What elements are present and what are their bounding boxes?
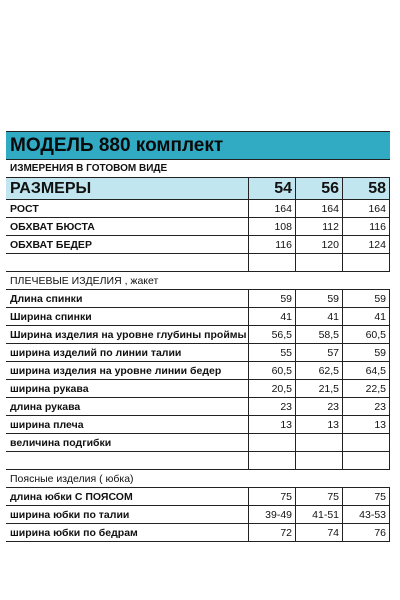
- table-row: [6, 488, 390, 506]
- table-row: [6, 380, 390, 398]
- sizes-header-row: [6, 178, 390, 200]
- empty-cell: [296, 254, 343, 271]
- table-row: [6, 434, 390, 452]
- table-row: [6, 344, 390, 362]
- size-value-1: 39-49: [249, 506, 296, 523]
- size-value-3: 13: [343, 416, 390, 433]
- size-value-3: 59: [343, 290, 390, 307]
- row-label: ширина юбки по талии: [6, 506, 249, 523]
- size-value-2: 58,5: [296, 326, 343, 343]
- size-value-1: 54: [249, 178, 296, 199]
- size-value-3: 59: [343, 344, 390, 361]
- size-value-3: 124: [343, 236, 390, 253]
- table-row: [6, 290, 390, 308]
- size-value-1: 55: [249, 344, 296, 361]
- size-value-3: 64,5: [343, 362, 390, 379]
- size-value-3: 164: [343, 200, 390, 217]
- size-value-3: 75: [343, 488, 390, 505]
- size-value-1: 75: [249, 488, 296, 505]
- size-value-1: 20,5: [249, 380, 296, 397]
- size-value-1: 13: [249, 416, 296, 433]
- spacer-row: [6, 254, 390, 272]
- section-waist-title: Поясные изделия ( юбка): [10, 472, 134, 485]
- empty-cell: [296, 452, 343, 469]
- row-label: ширина рукава: [6, 380, 249, 397]
- empty-cell: [6, 452, 249, 469]
- section-shoulder-title: ПЛЕЧЕВЫЕ ИЗДЕЛИЯ , жакет: [10, 274, 159, 287]
- row-label: ОБХВАТ БЮСТА: [6, 218, 249, 235]
- row-label: ширина юбки по бедрам: [6, 524, 249, 541]
- measurement-table: [6, 131, 390, 542]
- row-label: ширина изделий по линии талии: [6, 344, 249, 361]
- size-value-2: [296, 434, 343, 451]
- size-value-2: 23: [296, 398, 343, 415]
- size-value-2: 59: [296, 290, 343, 307]
- section-waist-title-row: [6, 470, 390, 488]
- size-value-1: 164: [249, 200, 296, 217]
- empty-cell: [6, 254, 249, 271]
- size-value-2: 41-51: [296, 506, 343, 523]
- table-row: [6, 200, 390, 218]
- measurements-subtitle: ИЗМЕРЕНИЯ В ГОТОВОМ ВИДЕ: [10, 163, 168, 174]
- table-row: [6, 308, 390, 326]
- row-label: РАЗМЕРЫ: [6, 178, 249, 199]
- size-value-2: 112: [296, 218, 343, 235]
- size-value-1: 59: [249, 290, 296, 307]
- row-label: длина рукава: [6, 398, 249, 415]
- measurements-subtitle-row: [6, 160, 390, 178]
- size-value-1: 116: [249, 236, 296, 253]
- size-value-1: [249, 434, 296, 451]
- table-row: [6, 524, 390, 542]
- row-label: Ширина изделия на уровне глубины проймы: [6, 326, 249, 343]
- size-value-3: 116: [343, 218, 390, 235]
- size-value-1: 60,5: [249, 362, 296, 379]
- size-value-2: 21,5: [296, 380, 343, 397]
- table-row: [6, 398, 390, 416]
- empty-cell: [249, 452, 296, 469]
- size-value-2: 74: [296, 524, 343, 541]
- row-label: ширина плеча: [6, 416, 249, 433]
- size-value-2: 62,5: [296, 362, 343, 379]
- size-value-1: 72: [249, 524, 296, 541]
- row-label: величина подгибки: [6, 434, 249, 451]
- size-value-2: 56: [296, 178, 343, 199]
- table-row: [6, 218, 390, 236]
- model-title: МОДЕЛЬ 880 комплект: [10, 134, 224, 156]
- size-value-3: 58: [343, 178, 390, 199]
- table-row: [6, 416, 390, 434]
- size-value-1: 108: [249, 218, 296, 235]
- size-value-3: [343, 434, 390, 451]
- row-label: ОБХВАТ БЕДЕР: [6, 236, 249, 253]
- row-label: длина юбки С ПОЯСОМ: [6, 488, 249, 505]
- size-value-3: 22,5: [343, 380, 390, 397]
- size-value-3: 43-53: [343, 506, 390, 523]
- size-value-2: 120: [296, 236, 343, 253]
- table-row: [6, 326, 390, 344]
- size-value-2: 13: [296, 416, 343, 433]
- empty-cell: [343, 452, 390, 469]
- table-row: [6, 236, 390, 254]
- size-value-1: 41: [249, 308, 296, 325]
- spacer-row: [6, 452, 390, 470]
- size-value-1: 23: [249, 398, 296, 415]
- empty-cell: [343, 254, 390, 271]
- size-value-2: 57: [296, 344, 343, 361]
- table-row: [6, 506, 390, 524]
- section-shoulder-title-row: [6, 272, 390, 290]
- row-label: Ширина спинки: [6, 308, 249, 325]
- size-value-3: 41: [343, 308, 390, 325]
- size-value-1: 56,5: [249, 326, 296, 343]
- table-row: [6, 362, 390, 380]
- model-title-row: [6, 132, 390, 160]
- size-value-3: 76: [343, 524, 390, 541]
- row-label: Длина спинки: [6, 290, 249, 307]
- size-value-2: 164: [296, 200, 343, 217]
- size-value-3: 23: [343, 398, 390, 415]
- size-value-2: 41: [296, 308, 343, 325]
- size-value-3: 60,5: [343, 326, 390, 343]
- size-value-2: 75: [296, 488, 343, 505]
- row-label: ширина изделия на уровне линии бедер: [6, 362, 249, 379]
- empty-cell: [249, 254, 296, 271]
- row-label: РОСТ: [6, 200, 249, 217]
